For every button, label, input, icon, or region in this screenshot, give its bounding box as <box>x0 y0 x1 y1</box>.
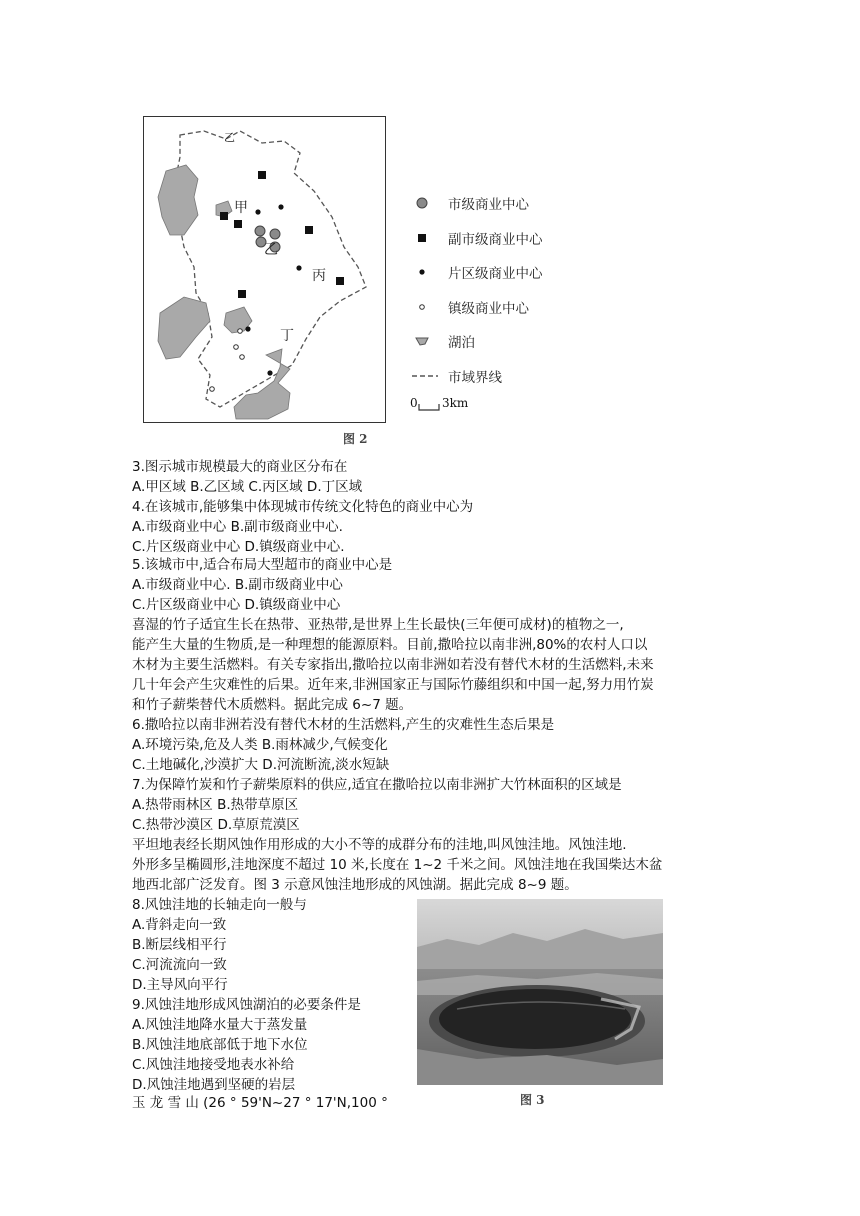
town-center-3 <box>210 387 215 392</box>
question-line: A.甲区域 B.乙区域 C.丙区域 D.丁区域 <box>132 479 363 495</box>
legend-label: 市域界线 <box>448 370 502 386</box>
subcity-center-3 <box>234 220 242 228</box>
legend-label: 片区级商业中心 <box>448 266 543 282</box>
district-center-2 <box>278 204 283 209</box>
city-boundary <box>174 131 366 407</box>
question-line: A.背斜走向一致 <box>132 917 227 933</box>
question-line: B.风蚀洼地底部低于地下水位 <box>132 1037 308 1053</box>
scale-bar <box>410 396 480 416</box>
map-drawing <box>144 117 385 422</box>
question-line: 6.撒哈拉以南非洲若没有替代木材的生活燃料,产生的灾难性生态后果是 <box>132 717 555 733</box>
district-center-3 <box>296 265 301 270</box>
passage-line: 地西北部广泛发育。图 3 示意风蚀洼地形成的风蚀湖。据此完成 8~9 题。 <box>132 877 578 893</box>
lake-icon <box>412 334 432 348</box>
question-line: C.土地碱化,沙漠扩大 D.河流断流,淡水短缺 <box>132 757 390 773</box>
passage-line: 能产生大量的生物质,是一种理想的能源原料。目前,撒哈拉以南非洲,80%的农村人口以 <box>132 637 648 653</box>
question-line: D.风蚀洼地遇到坚硬的岩层 <box>132 1077 296 1093</box>
question-line: 9.风蚀洼地形成风蚀湖泊的必要条件是 <box>132 997 361 1013</box>
map-label-north: 乙 <box>224 131 235 144</box>
question-line: 4.在该城市,能够集中体现城市传统文化特色的商业中心为 <box>132 499 474 515</box>
city-center-1 <box>255 226 265 236</box>
question-line: C.片区级商业中心 D.镇级商业中心. <box>132 539 345 555</box>
question-line: A.市级商业中心. B.副市级商业中心 <box>132 577 343 593</box>
passage-line: 玉 龙 雪 山 (26 ° 59'N~27 ° 17'N,100 ° <box>132 1095 388 1111</box>
gray-circle-icon <box>412 196 432 210</box>
lake-west-north <box>158 165 198 235</box>
town-center-4 <box>240 355 245 360</box>
small-circle-icon <box>412 300 432 314</box>
lake-west-south <box>158 297 210 359</box>
question-line: D.主导风向平行 <box>132 977 228 993</box>
subcity-center-1 <box>258 171 266 179</box>
scale-line-icon <box>418 402 440 412</box>
map-label-bing: 丙 <box>312 268 326 284</box>
question-line: 5.该城市中,适合布局大型超市的商业中心是 <box>132 557 393 573</box>
map-label-jia: 甲 <box>234 200 248 216</box>
passage-line: 几十年会产生灾难性的后果。近年来,非洲国家正与国际竹藤组织和中国一起,努力用竹炭 <box>132 677 654 693</box>
passage-line: 木材为主要生活燃料。有关专家指出,撒哈拉以南非洲如若没有替代木材的生活燃料,未来 <box>132 657 654 673</box>
question-line: B.断层线相平行 <box>132 937 227 953</box>
passage-line: 和竹子薪柴替代木质燃料。据此完成 6~7 题。 <box>132 697 413 713</box>
dashed-line-icon <box>412 369 438 383</box>
district-center-1 <box>255 209 260 214</box>
question-line: A.热带雨林区 B.热带草原区 <box>132 797 299 813</box>
question-line: A.风蚀洼地降水量大于蒸发量 <box>132 1017 308 1033</box>
question-line: A.环境污染,危及人类 B.雨林减少,气候变化 <box>132 737 388 753</box>
map-label-ding: 丁 <box>280 328 294 344</box>
question-line: C.风蚀洼地接受地表水补给 <box>132 1057 295 1073</box>
subcity-center-5 <box>336 277 344 285</box>
town-center-1 <box>234 345 239 350</box>
town-center-2 <box>238 329 243 334</box>
legend-label: 市级商业中心 <box>448 197 529 213</box>
subcity-center-6 <box>238 290 246 298</box>
scale-zero: 0 <box>410 396 418 410</box>
legend-label: 湖泊 <box>448 335 475 351</box>
legend-label: 副市级商业中心 <box>448 232 543 248</box>
figure-3-caption: 图 3 <box>520 1093 545 1107</box>
question-line: C.热带沙漠区 D.草原荒漠区 <box>132 817 300 833</box>
passage-line: 平坦地表经长期风蚀作用形成的大小不等的成群分布的洼地,叫风蚀洼地。风蚀洼地. <box>132 837 627 853</box>
district-center-4 <box>245 326 250 331</box>
question-line: A.市级商业中心 B.副市级商业中心. <box>132 519 343 535</box>
district-center-5 <box>267 370 272 375</box>
question-line: 3.图示城市规模最大的商业区分布在 <box>132 459 348 475</box>
city-center-2 <box>270 229 280 239</box>
question-line: C.河流流向一致 <box>132 957 227 973</box>
wind-erosion-lake-image <box>417 899 663 1085</box>
scale-distance: 3km <box>442 396 469 410</box>
question-line: 7.为保障竹炭和竹子薪柴原料的供应,适宜在撒哈拉以南非洲扩大竹林面积的区域是 <box>132 777 622 793</box>
passage-line: 喜湿的竹子适宜生长在热带、亚热带,是世界上生长最快(三年便可成材)的植物之一, <box>132 617 624 633</box>
figure-2-map <box>143 116 386 423</box>
subcity-center-2 <box>220 212 228 220</box>
black-square-icon <box>412 231 432 245</box>
question-line: C.片区级商业中心 D.镇级商业中心 <box>132 597 341 613</box>
map-label-yi: 乙 <box>264 242 278 258</box>
subcity-center-4 <box>305 226 313 234</box>
legend-label: 镇级商业中心 <box>448 301 529 317</box>
black-dot-icon <box>412 265 432 279</box>
question-line: 8.风蚀洼地的长轴走向一般与 <box>132 897 307 913</box>
passage-line: 外形多呈椭圆形,洼地深度不超过 10 米,长度在 1~2 千米之间。风蚀洼地在我国柴达木盆 <box>132 857 663 873</box>
figure-2-caption: 图 2 <box>343 432 368 446</box>
figure-3-photo <box>417 899 663 1085</box>
